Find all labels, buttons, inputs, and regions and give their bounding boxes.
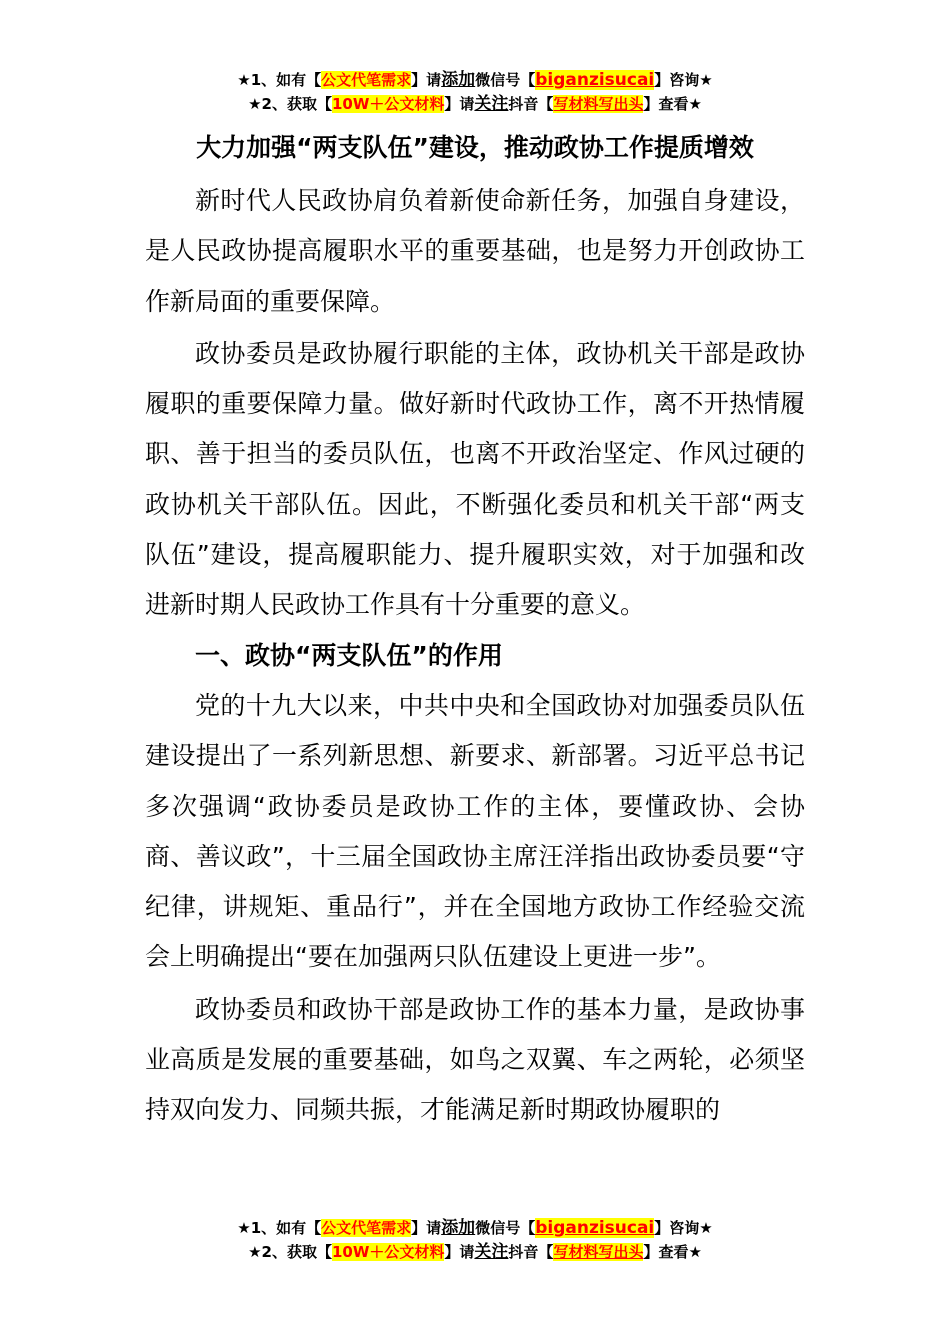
banner-text: 】请 — [444, 1243, 475, 1261]
highlight-service: 公文代笔需求 — [321, 1219, 412, 1237]
header-banner — [0, 68, 950, 116]
banner-text: 抖音【 — [508, 95, 554, 113]
banner-text: ★2、获取【 — [248, 95, 332, 113]
banner-line-1 — [0, 1216, 950, 1240]
section-heading: 一、政协“两支队伍”的作用 — [195, 640, 503, 670]
douyin-account[interactable]: 写材料写出头 — [553, 95, 644, 113]
underlined-word: 添加 — [441, 70, 476, 90]
banner-text: 抖音【 — [508, 1243, 554, 1261]
banner-text: 】咨询★ — [654, 71, 713, 89]
footer-banner — [0, 1216, 950, 1264]
banner-text: 微信号【 — [475, 1219, 536, 1237]
underlined-word: 添加 — [441, 1218, 476, 1238]
underlined-word: 关注 — [474, 94, 509, 114]
banner-line-1 — [0, 68, 950, 92]
banner-text: ★2、获取【 — [248, 1243, 332, 1261]
document-title: 大力加强“两支队伍”建设，推动政协工作提质增效 — [196, 133, 754, 162]
banner-text: 】咨询★ — [654, 1219, 713, 1237]
banner-line-2 — [0, 1240, 950, 1264]
banner-text: 】查看★ — [643, 1243, 702, 1261]
banner-text: 】请 — [411, 71, 442, 89]
banner-text: ★1、如有【 — [237, 71, 322, 89]
banner-text: 】请 — [411, 1219, 442, 1237]
highlight-materials: 10W＋公文材料 — [331, 95, 445, 113]
wechat-id[interactable]: biganzisucai — [535, 70, 655, 90]
paragraph: 政协委员和政协干部是政协工作的基本力量，是政协事业高质是发展的重要基础，如鸟之双翼、车之两轮，必须坚持双向发力、同频共振，才能满足新时期政协履职的 — [145, 994, 805, 1125]
highlight-service: 公文代笔需求 — [321, 71, 412, 89]
banner-text: ★1、如有【 — [237, 1219, 322, 1237]
document-body — [145, 176, 805, 1136]
paragraph: 新时代人民政协肩负着新使命新任务，加强自身建设，是人民政协提高履职水平的重要基础，也是努力开创政协工作新局面的重要保障。 — [145, 186, 805, 316]
wechat-id[interactable]: biganzisucai — [535, 1218, 655, 1238]
douyin-account[interactable]: 写材料写出头 — [553, 1243, 644, 1261]
highlight-materials: 10W＋公文材料 — [331, 1243, 445, 1261]
banner-text: 微信号【 — [475, 71, 536, 89]
banner-line-2 — [0, 92, 950, 116]
paragraph: 政协委员是政协履行职能的主体，政协机关干部是政协履职的重要保障力量。做好新时代政协工作，离不开热情履职、善于担当的委员队伍，也离不开政治坚定、作风过硬的政协机关干部队伍。因此，不断强化委员和机关干部“两支队伍”建设，提高履职能力、提升履职实效，对于加强和改进新时期人民政协工作具有十分重要的意义。 — [145, 338, 805, 620]
banner-text: 】查看★ — [643, 95, 702, 113]
paragraph: 党的十九大以来，中共中央和全国政协对加强委员队伍建设提出了一系列新思想、新要求、新部署。习近平总书记多次强调“政协委员是政协工作的主体，要懂政协、会协商、善议政”，十三届全国政协主席汪洋指出政协委员要“守纪律，讲规矩、重品行”，并在全国地方政协工作经验交流会上明确提出“要在加强两只队伍建设上更进一步”。 — [145, 690, 805, 972]
banner-text: 】请 — [444, 95, 475, 113]
underlined-word: 关注 — [474, 1242, 509, 1262]
